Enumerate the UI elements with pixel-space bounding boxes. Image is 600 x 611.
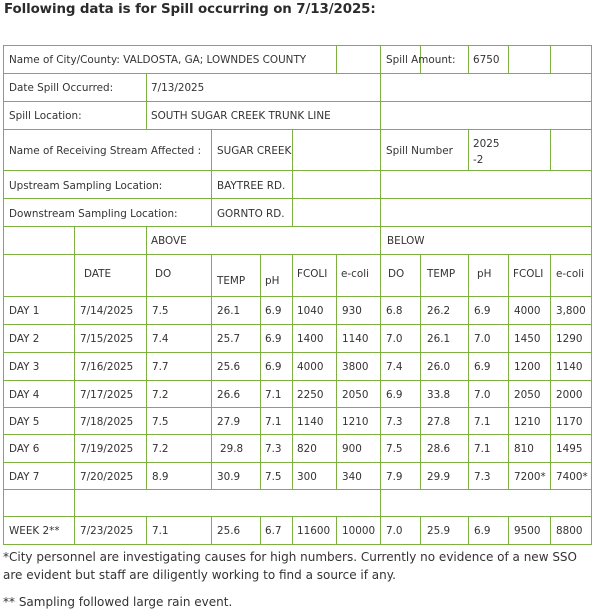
week2-ecoli-above: 10000 [342,525,376,537]
row-3-fcoli-below: 1200 [514,361,541,373]
table-gridline [3,226,592,227]
row-6-day: DAY 6 [9,443,40,455]
row-6-fcoli-below: 810 [514,443,534,455]
table-gridline [336,254,337,490]
row-6-temp-below: 28.6 [427,443,451,455]
table-gridline [146,516,147,545]
row-5-fcoli-above: 1140 [297,416,324,428]
row-1-ph-above: 6.9 [265,305,282,317]
row-4-do-below: 6.9 [386,389,403,401]
table-gridline [260,516,261,545]
table-gridline [380,45,381,74]
table-gridline [146,73,147,102]
table-gridline [380,101,381,130]
receiving-stream-value: SUGAR CREEK [217,145,292,157]
row-5-ecoli-above: 1210 [342,416,369,428]
spill-location-label: Spill Location: [9,110,82,122]
table-gridline [3,462,592,463]
row-1-date: 7/14/2025 [80,305,134,317]
row-1-temp-below: 26.2 [427,305,451,317]
table-gridline [3,101,592,102]
table-gridline [146,101,147,130]
row-5-do-below: 7.3 [386,416,403,428]
row-3-fcoli-above: 4000 [297,361,324,373]
table-gridline [146,226,147,255]
table-gridline [3,45,592,46]
row-1-fcoli-above: 1040 [297,305,324,317]
row-2-do-above: 7.4 [152,333,169,345]
row-2-ecoli-above: 1140 [342,333,369,345]
table-gridline [550,129,551,171]
row-4-ph-above: 7.1 [265,389,282,401]
city-county-label: Name of City/County: VALDOSTA, GA; LOWNDES COUNTY [9,54,307,66]
row-3-ecoli-below: 1140 [556,361,583,373]
header-do-above: DO [155,268,172,280]
row-4-temp-above: 26.6 [217,389,241,401]
row-3-temp-above: 25.6 [217,361,241,373]
footnote-city-personnel: *City personnel are investigating causes for high numbers. Currently no evidence of a new SSO are evident but staff are diligently working to find a source if any. [3,550,577,582]
row-7-day: DAY 7 [9,471,40,483]
table-gridline [211,254,212,490]
table-gridline [508,45,509,74]
row-3-day: DAY 3 [9,361,40,373]
table-gridline [3,296,592,297]
row-3-date: 7/16/2025 [80,361,134,373]
table-gridline [591,45,592,545]
header-temp-below: TEMP [427,268,456,280]
table-gridline [211,129,212,171]
upstream-location-label: Upstream Sampling Location: [9,180,163,192]
table-gridline [292,129,293,171]
spill-amount-label: Spill Amount: [386,54,456,66]
header-temp-above: TEMP [217,275,246,287]
downstream-location-label: Downstream Sampling Location: [9,208,178,220]
table-gridline [3,407,592,408]
table-gridline [468,129,469,171]
row-6-fcoli-above: 820 [297,443,317,455]
row-3-do-below: 7.4 [386,361,403,373]
spill-location-value: SOUTH SUGAR CREEK TRUNK LINE [151,110,331,122]
week2-day: WEEK 2** [9,525,60,537]
row-6-ecoli-above: 900 [342,443,362,455]
table-gridline [292,170,293,227]
spill-number-value: 2025-2 [473,138,500,166]
row-7-ecoli-below: 7400* [556,471,588,483]
row-7-ph-below: 7.3 [474,471,491,483]
row-1-fcoli-below: 4000 [514,305,541,317]
date-spill-label: Date Spill Occurred: [9,82,114,94]
row-3-ecoli-above: 3800 [342,361,369,373]
header-date: DATE [84,268,112,280]
week2-temp-below: 25.9 [427,525,451,537]
header-ecoli-above: e-coli [341,268,369,280]
row-5-fcoli-below: 1210 [514,416,541,428]
row-2-do-below: 7.0 [386,333,403,345]
table-gridline [211,516,212,545]
table-gridline [3,129,592,130]
row-5-ecoli-below: 1170 [556,416,583,428]
table-gridline [74,254,75,490]
header-ph-above: pH [265,275,280,287]
table-gridline [292,516,293,545]
row-5-temp-above: 27.9 [217,416,241,428]
week2-temp-above: 25.6 [217,525,241,537]
row-2-fcoli-above: 1400 [297,333,324,345]
header-fcoli-above: FCOLI [297,268,328,280]
row-4-do-above: 7.2 [152,389,169,401]
table-gridline [468,254,469,490]
week2-ph-below: 6.9 [474,525,491,537]
table-gridline [468,516,469,545]
table-gridline [3,352,592,353]
table-gridline [146,254,147,490]
header-ecoli-below: e-coli [556,268,584,280]
upstream-location-value: BAYTREE RD. [217,180,286,192]
row-6-do-below: 7.5 [386,443,403,455]
row-1-temp-above: 26.1 [217,305,241,317]
table-gridline [260,254,261,490]
table-gridline [3,380,592,381]
table-gridline [3,434,592,435]
row-5-day: DAY 5 [9,416,40,428]
week2-fcoli-below: 9500 [514,525,541,537]
row-4-date: 7/17/2025 [80,389,134,401]
table-gridline [380,170,381,227]
row-3-temp-below: 26.0 [427,361,451,373]
row-1-day: DAY 1 [9,305,40,317]
row-7-fcoli-above: 300 [297,471,317,483]
week2-fcoli-above: 11600 [297,525,331,537]
row-7-ph-above: 7.5 [265,471,282,483]
row-7-temp-above: 30.9 [217,471,241,483]
row-2-ph-above: 6.9 [265,333,282,345]
row-6-temp-above: 29.8 [220,443,244,455]
table-gridline [550,45,551,74]
spill-amount-value: 6750 [473,54,500,66]
table-gridline [74,226,75,255]
table-gridline [380,73,381,102]
row-6-do-above: 7.2 [152,443,169,455]
row-2-ph-below: 7.0 [474,333,491,345]
row-3-do-above: 7.7 [152,361,169,373]
week2-do-above: 7.1 [152,525,169,537]
table-gridline [3,324,592,325]
table-gridline [380,489,381,517]
row-7-temp-below: 29.9 [427,471,451,483]
row-4-ph-below: 7.0 [474,389,491,401]
row-1-ph-below: 6.9 [474,305,491,317]
row-1-ecoli-above: 930 [342,305,362,317]
header-fcoli-below: FCOLI [513,268,544,280]
table-gridline [3,45,4,545]
row-6-date: 7/19/2025 [80,443,134,455]
footnote-sampling: ** Sampling followed large rain event. [3,595,233,609]
row-7-ecoli-above: 340 [342,471,362,483]
header-ph-below: pH [477,268,492,280]
row-6-ph-above: 7.3 [265,443,282,455]
table-gridline [336,45,337,74]
row-2-temp-below: 26.1 [427,333,451,345]
table-gridline [74,489,75,517]
row-2-date: 7/15/2025 [80,333,134,345]
row-2-ecoli-below: 1290 [556,333,583,345]
table-gridline [3,254,592,255]
row-3-ph-above: 6.9 [265,361,282,373]
row-1-do-below: 6.8 [386,305,403,317]
spill-number-label: Spill Number [386,145,453,157]
row-2-fcoli-below: 1450 [514,333,541,345]
week2-ecoli-below: 8800 [556,525,583,537]
date-spill-value: 7/13/2025 [151,82,205,94]
table-gridline [420,516,421,545]
table-gridline [211,170,212,227]
table-gridline [380,129,381,171]
downstream-location-value: GORNTO RD. [217,208,285,220]
table-gridline [468,45,469,74]
table-gridline [3,73,592,74]
row-7-date: 7/20/2025 [80,471,134,483]
row-7-fcoli-below: 7200* [514,471,546,483]
week2-date: 7/23/2025 [80,525,134,537]
row-5-ph-below: 7.1 [474,416,491,428]
table-gridline [3,170,592,171]
row-7-do-below: 7.9 [386,471,403,483]
row-4-ecoli-above: 2050 [342,389,369,401]
row-5-do-above: 7.5 [152,416,169,428]
row-1-ecoli-below: 3,800 [556,305,586,317]
row-4-fcoli-above: 2250 [297,389,324,401]
week2-ph-above: 6.7 [265,525,282,537]
row-1-do-above: 7.5 [152,305,169,317]
table-gridline [420,254,421,490]
row-4-ecoli-below: 2000 [556,389,583,401]
row-4-fcoli-below: 2050 [514,389,541,401]
row-2-day: DAY 2 [9,333,40,345]
table-gridline [508,516,509,545]
below-section-label: BELOW [387,235,425,247]
header-do-below: DO [388,268,405,280]
table-gridline [3,489,592,490]
week2-do-below: 7.0 [386,525,403,537]
above-section-label: ABOVE [151,235,187,247]
table-gridline [380,516,381,545]
table-gridline [508,254,509,490]
table-gridline [3,198,592,199]
row-2-temp-above: 25.7 [217,333,241,345]
table-gridline [3,516,592,517]
row-7-do-above: 8.9 [152,471,169,483]
receiving-stream-label: Name of Receiving Stream Affected : [9,145,202,157]
page-heading: Following data is for Spill occurring on 7/13/2025: [4,2,376,17]
row-6-ecoli-below: 1495 [556,443,583,455]
table-gridline [550,516,551,545]
row-3-ph-below: 6.9 [474,361,491,373]
row-4-day: DAY 4 [9,389,40,401]
table-gridline [550,254,551,490]
row-5-date: 7/18/2025 [80,416,134,428]
row-5-temp-below: 27.8 [427,416,451,428]
table-gridline [380,254,381,490]
table-gridline [336,516,337,545]
row-5-ph-above: 7.1 [265,416,282,428]
table-gridline [74,516,75,545]
row-6-ph-below: 7.1 [474,443,491,455]
table-gridline [380,226,381,255]
table-gridline [292,254,293,490]
row-4-temp-below: 33.8 [427,389,451,401]
table-gridline [3,544,592,545]
